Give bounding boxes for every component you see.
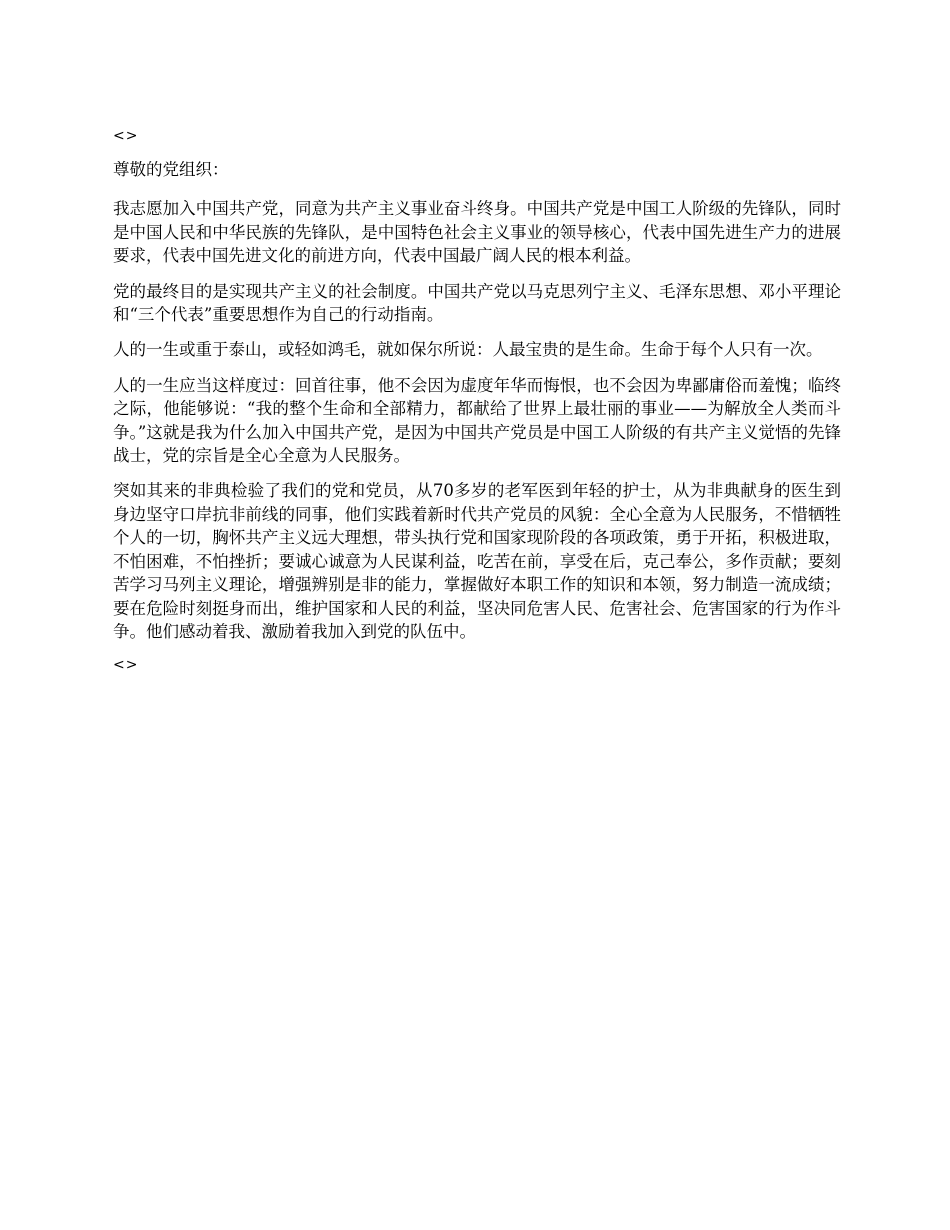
paragraph-1: 我志愿加入中国共产党，同意为共产主义事业奋斗终身。中国共产党是中国工人阶级的先锋队，同时是中国人民和中华民族的先锋队，是中国特色社会主义事业的领导核心，代表中国先进生产力的进展要求，代表中国先进文化的前进方向，代表中国最广阔人民的根本利益。	[113, 199, 841, 266]
paragraph-5: 突如其来的非典检验了我们的党和党员，从70多岁的老军医到年轻的护士，从为非典献身的医生到身边坚守口岸抗非前线的同事，他们实践着新时代共产党员的风貌：全心全意为人民服务，不惜牺牲个人的一切，胸怀共产主义远大理想，带头执行党和国家现阶段的各项政策，勇于开拓，积极进取，不怕困难，不怕挫折；要诚心诚意为人民谋利益，吃苦在前，享受在后，克己奉公，多作贡献；要刻苦学习马列主义理论，增强辨别是非的能力，掌握做好本职工作的知识和本领，努力制造一流成绩；要在危险时刻挺身而出，维护国家和人民的利益，坚决同危害人民、危害社会、危害国家的行为作斗争。他们感动着我、激励着我加入到党的队伍中。	[113, 481, 841, 641]
paragraph-4: 人的一生应当这样度过：回首往事，他不会因为虚度年华而悔恨，也不会因为卑鄙庸俗而羞愧；临终之际，他能够说：“我的整个生命和全部精力，都献给了世界上最壮丽的事业——为解放全人类而斗争。”这就是我为什么加入中国共产党，是因为中国共产党员是中国工人阶级的有共产主义觉悟的先锋战士，党的宗旨是全心全意为人民服务。	[113, 375, 841, 466]
paragraph-3: 人的一生或重于泰山，或轻如鸿毛，就如保尔所说：人最宝贵的是生命。生命于每个人只有一次。	[113, 340, 823, 360]
document-page	[113, 126, 841, 675]
paragraph-2: 党的最终目的是实现共产主义的社会制度。中国共产党以马克思列宁主义、毛泽东思想、邓小平理论和“三个代表”重要思想作为自己的行动指南。	[113, 281, 841, 325]
page-marker-bottom: <>	[113, 657, 139, 674]
page-marker-top: <>	[113, 128, 139, 144]
salutation: 尊敬的党组织：	[113, 160, 229, 179]
